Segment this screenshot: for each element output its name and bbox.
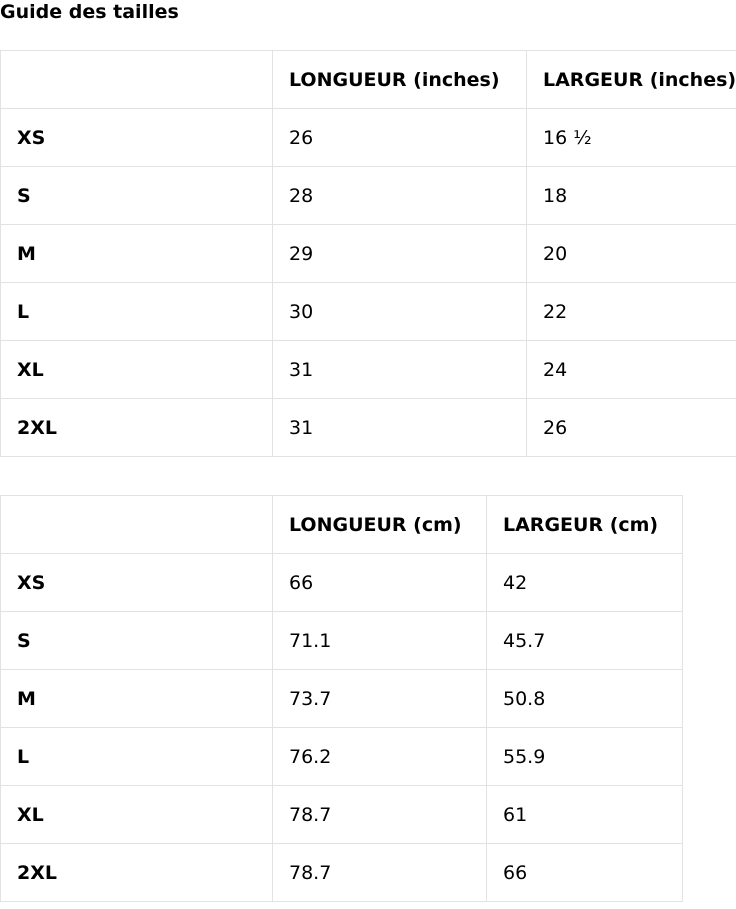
table-row	[1, 399, 736, 457]
table-header-row	[1, 51, 736, 109]
size-label: M	[1, 225, 273, 283]
length-value: 78.7	[273, 844, 487, 902]
size-table-cm	[0, 495, 683, 902]
size-label: L	[1, 728, 273, 786]
width-value: 45.7	[487, 612, 683, 670]
width-value: 55.9	[487, 728, 683, 786]
length-value: 30	[273, 283, 527, 341]
table-row	[1, 341, 736, 399]
header-cell-length-inches: LONGUEUR (inches)	[273, 51, 527, 109]
table-row	[1, 844, 683, 902]
width-value: 24	[527, 341, 736, 399]
header-cell-width-inches: LARGEUR (inches)	[527, 51, 736, 109]
size-label: XL	[1, 341, 273, 399]
size-label: 2XL	[1, 399, 273, 457]
length-value: 26	[273, 109, 527, 167]
size-label: XS	[1, 554, 273, 612]
size-label: L	[1, 283, 273, 341]
size-label: XL	[1, 786, 273, 844]
length-value: 76.2	[273, 728, 487, 786]
length-value: 66	[273, 554, 487, 612]
header-cell-length-cm: LONGUEUR (cm)	[273, 496, 487, 554]
table-row	[1, 167, 736, 225]
size-label: 2XL	[1, 844, 273, 902]
table-row	[1, 225, 736, 283]
header-cell	[1, 496, 273, 554]
length-value: 28	[273, 167, 527, 225]
size-label: XS	[1, 109, 273, 167]
length-value: 71.1	[273, 612, 487, 670]
table-header-row	[1, 496, 683, 554]
size-label: S	[1, 612, 273, 670]
table-row	[1, 283, 736, 341]
table-row	[1, 670, 683, 728]
width-value: 42	[487, 554, 683, 612]
table-row	[1, 728, 683, 786]
page-title: Guide des tailles	[0, 1, 179, 23]
length-value: 73.7	[273, 670, 487, 728]
length-value: 78.7	[273, 786, 487, 844]
width-value: 61	[487, 786, 683, 844]
header-cell	[1, 51, 273, 109]
header-cell-width-cm: LARGEUR (cm)	[487, 496, 683, 554]
width-value: 50.8	[487, 670, 683, 728]
width-value: 26	[527, 399, 736, 457]
width-value: 16 ½	[527, 109, 736, 167]
width-value: 22	[527, 283, 736, 341]
table-row	[1, 786, 683, 844]
table-row	[1, 554, 683, 612]
length-value: 31	[273, 399, 527, 457]
size-table-inches	[0, 50, 736, 457]
width-value: 18	[527, 167, 736, 225]
table-row	[1, 109, 736, 167]
width-value: 66	[487, 844, 683, 902]
length-value: 31	[273, 341, 527, 399]
size-label: M	[1, 670, 273, 728]
length-value: 29	[273, 225, 527, 283]
table-row	[1, 612, 683, 670]
width-value: 20	[527, 225, 736, 283]
size-label: S	[1, 167, 273, 225]
